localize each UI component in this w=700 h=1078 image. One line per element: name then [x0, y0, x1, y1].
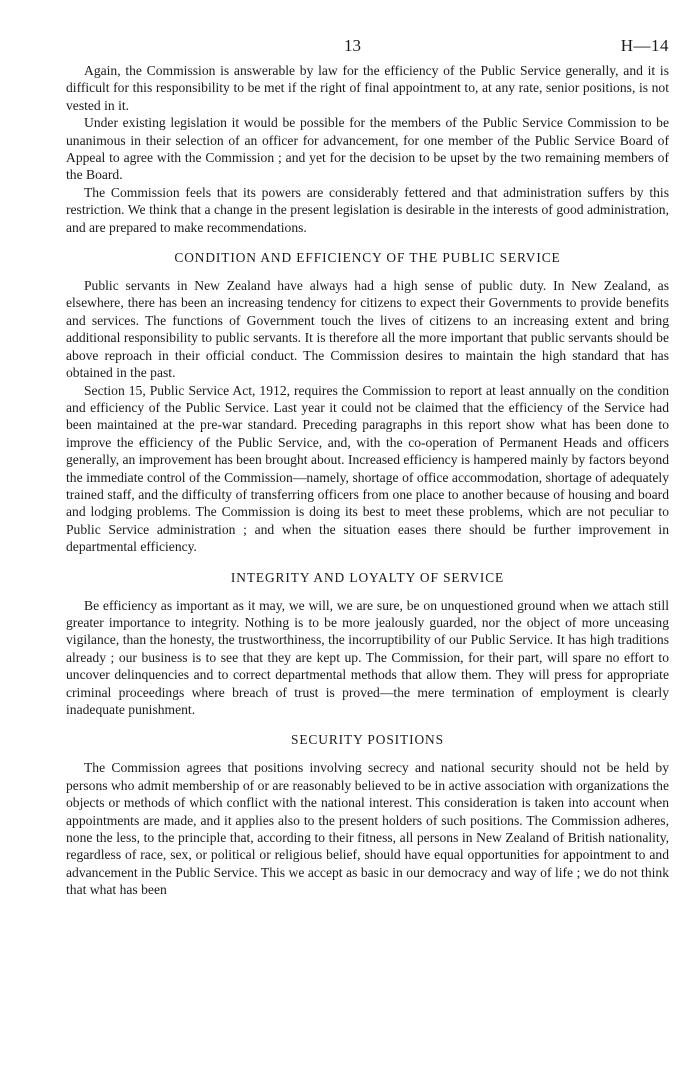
heading-condition-efficiency: CONDITION AND EFFICIENCY OF THE PUBLIC SERVICE [174, 250, 561, 266]
document-code: H—14 [620, 36, 669, 55]
paragraph-security: The Commission agrees that positions involving secrecy and national security should not be held by persons who admit membership of or are reasonably believed to be in active association with organizations the objects or methods of which conflict with the national interest. This consideration is taken into account when appointments are made, and it applies also to the present holders of such positions. The Commission adheres, none the less, to the principle that, according to their fitness, all persons in New Zealand of British nationality, regardless of race, sex, or political or religious belief, should have equal opportunities for appointment to and advancement in the Public Service. This we accept as basic in our democracy and way of life ; we do not think that what has been [66, 760, 669, 898]
paragraph-section-15: Section 15, Public Service Act, 1912, requires the Commission to report at least annually on the condition and efficiency of the Public Service. Last year it could not be claimed that the efficiency of the Service had been maintained at the pre-war standard. Preceding paragraphs in this report show what has been done to improve the efficiency of the Public Service, and, with the co-operation of Permanent Heads and officers generally, an improvement has been brought about. Increased efficiency is hampered mainly by factors beyond the immediate control of the Commission—namely, shortage of office accommodation, shortage of adequately trained staff, and the difficulty of transferring officers from one place to another because of housing and board and lodging problems. The Commission is doing its best to meet these problems, which are not peculiar to Public Service administration ; and when the situation eases there should be further improvement in departmental efficiency. [66, 382, 669, 555]
page-header [66, 36, 669, 62]
paragraph-existing-legislation: Under existing legislation it would be possible for the members of the Public Service Commission to be unanimous in their selection of an officer for advancement, for one member of the Public Service Board of Appeal to agree with the Commission ; and yet for the decision to be upset by the two remaining members of the Board. [66, 115, 669, 183]
paragraph-public-duty: Public servants in New Zealand have always had a high sense of public duty. In New Zealand, as elsewhere, there has been an increasing tendency for citizens to expect their Governments to provide benefits and services. The functions of Government touch the lives of citizens to an increasing extent and bring additional responsibility to public servants. It is therefore all the more important that public servants should be above reproach in their official conduct. The Commission desires to maintain the high standard that has obtained in the past. [66, 278, 669, 381]
paragraph-powers-fettered: The Commission feels that its powers are considerably fettered and that administration suffers by this restriction. We think that a change in the present legislation is desirable in the interests of good administration, and are prepared to make recommendations. [66, 184, 669, 235]
heading-integrity-loyalty: INTEGRITY AND LOYALTY OF SERVICE [230, 569, 505, 585]
paragraph-integrity: Be efficiency as important as it may, we will, we are sure, be on unquestioned ground when we attach still greater importance to integrity. Nothing is to be more jealously guarded, nor the object of more unceasing vigilance, than the honesty, the trustworthiness, the incorruptibility of our Public Service. It has high traditions already ; our business is to see that they are kept up. The Commission, for their part, will spare no effort to uncover delinquencies and to correct departmental methods that allow them. They will press for appropriate criminal proceedings where breach of trust is proved—the mere termination of employment is clearly inadequate punishment. [66, 597, 669, 717]
paragraph-final-appointment: Again, the Commission is answerable by law for the efficiency of the Public Service generally, and it is difficult for this responsibility to be met if the right of final appointment to, at any rate, senior positions, is not vested in it. [66, 63, 669, 113]
document-page [66, 36, 669, 899]
page-number: 13 [344, 36, 361, 55]
heading-security-positions: SECURITY POSITIONS [291, 732, 444, 748]
